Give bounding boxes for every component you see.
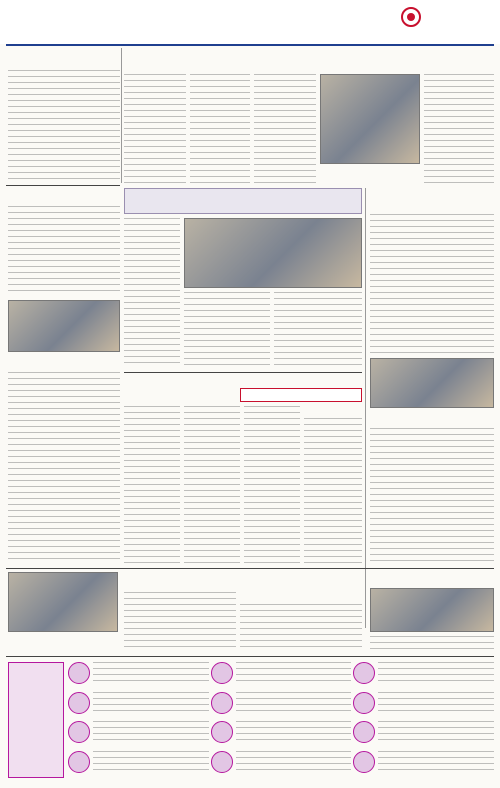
left-mid-body — [8, 206, 120, 296]
zodiac-text — [236, 751, 352, 775]
lead-left-body — [8, 70, 120, 182]
bottom-left-photo — [8, 572, 118, 632]
right-top-body — [370, 214, 494, 354]
top-body-col3 — [254, 74, 316, 184]
zodiac-text — [93, 662, 209, 686]
left-low-headline — [8, 356, 120, 368]
top-body-col2 — [190, 74, 250, 184]
brand-tagline — [428, 22, 496, 30]
zodiac-icon — [211, 692, 233, 714]
right-mid-body — [370, 428, 494, 564]
top-body-col4 — [424, 74, 494, 184]
horoscope-title — [12, 668, 60, 690]
right-top-headline — [370, 198, 494, 210]
dateline — [8, 35, 208, 43]
banner-photo — [184, 218, 362, 288]
center-mid-headline-box — [243, 390, 359, 400]
horoscope-grid — [68, 662, 494, 778]
bottom-center-headline — [240, 592, 362, 602]
center-rule — [124, 372, 362, 373]
zodiac-icon — [68, 692, 90, 714]
center-mid-headline-red — [124, 376, 234, 388]
top-story-photo — [320, 74, 420, 164]
zodiac-icon — [353, 751, 375, 773]
bottom-center-body — [240, 604, 362, 652]
banner-body-col3 — [274, 292, 362, 368]
zodiac-icon — [211, 751, 233, 773]
zodiac-cell — [353, 692, 494, 720]
brand-logo — [400, 6, 426, 28]
zodiac-cell — [211, 721, 352, 749]
top-body-col1 — [124, 74, 186, 184]
masthead-rule — [6, 44, 494, 46]
zodiac-text — [378, 692, 494, 716]
right-mid-headline — [370, 412, 494, 424]
zodiac-icon — [68, 751, 90, 773]
center-mid-body3 — [244, 406, 300, 564]
lead-left-headline — [8, 57, 120, 67]
bottom-right-body — [370, 636, 494, 652]
zodiac-icon — [68, 662, 90, 684]
right-top-kicker — [370, 188, 494, 196]
zodiac-icon — [211, 662, 233, 684]
left-rule — [6, 185, 120, 186]
bottom-right-headline — [370, 572, 494, 584]
zodiac-text — [378, 751, 494, 775]
zodiac-cell — [211, 751, 352, 779]
page-label — [460, 35, 496, 43]
center-right-body — [304, 418, 362, 564]
bottom-right-photo — [370, 588, 494, 632]
column-divider — [121, 48, 122, 183]
zodiac-text — [236, 662, 352, 686]
center-right-headline — [304, 406, 362, 416]
lead-left-kicker — [8, 48, 118, 56]
zodiac-cell — [68, 721, 209, 749]
lower-rule — [6, 568, 494, 569]
zodiac-cell — [211, 692, 352, 720]
zodiac-text — [93, 692, 209, 716]
zodiac-text — [236, 692, 352, 716]
zodiac-text — [236, 721, 352, 745]
zodiac-icon — [211, 721, 233, 743]
top-headline — [124, 48, 494, 70]
section-title — [120, 6, 390, 38]
banner-body-col1 — [124, 218, 180, 368]
center-mid-body2 — [184, 406, 240, 564]
zodiac-text — [93, 751, 209, 775]
zodiac-text — [93, 721, 209, 745]
right-top-photo — [370, 358, 494, 408]
left-mid-photo — [8, 300, 120, 352]
zodiac-text — [378, 662, 494, 686]
zodiac-cell — [353, 721, 494, 749]
zodiac-icon — [353, 662, 375, 684]
center-mid-body1 — [124, 406, 180, 564]
left-low-body — [8, 372, 120, 564]
zodiac-cell — [353, 751, 494, 779]
left-mid-headline — [8, 190, 120, 202]
brand-name — [428, 8, 496, 22]
zodiac-icon — [68, 721, 90, 743]
bottom-left-body — [124, 592, 236, 652]
banner-headline — [130, 191, 356, 211]
zodiac-cell — [211, 662, 352, 690]
horoscope-rule — [6, 656, 494, 657]
center-mid-headline-blue — [240, 376, 362, 386]
zodiac-cell — [68, 751, 209, 779]
bottom-left-headline — [124, 572, 362, 588]
banner-body-col2 — [184, 292, 270, 368]
zodiac-icon — [353, 692, 375, 714]
zodiac-cell — [353, 662, 494, 690]
horoscope-subtitle — [12, 694, 60, 702]
zodiac-cell — [68, 692, 209, 720]
zodiac-icon — [353, 721, 375, 743]
zodiac-cell — [68, 662, 209, 690]
right-divider — [365, 188, 366, 628]
zodiac-text — [378, 721, 494, 745]
